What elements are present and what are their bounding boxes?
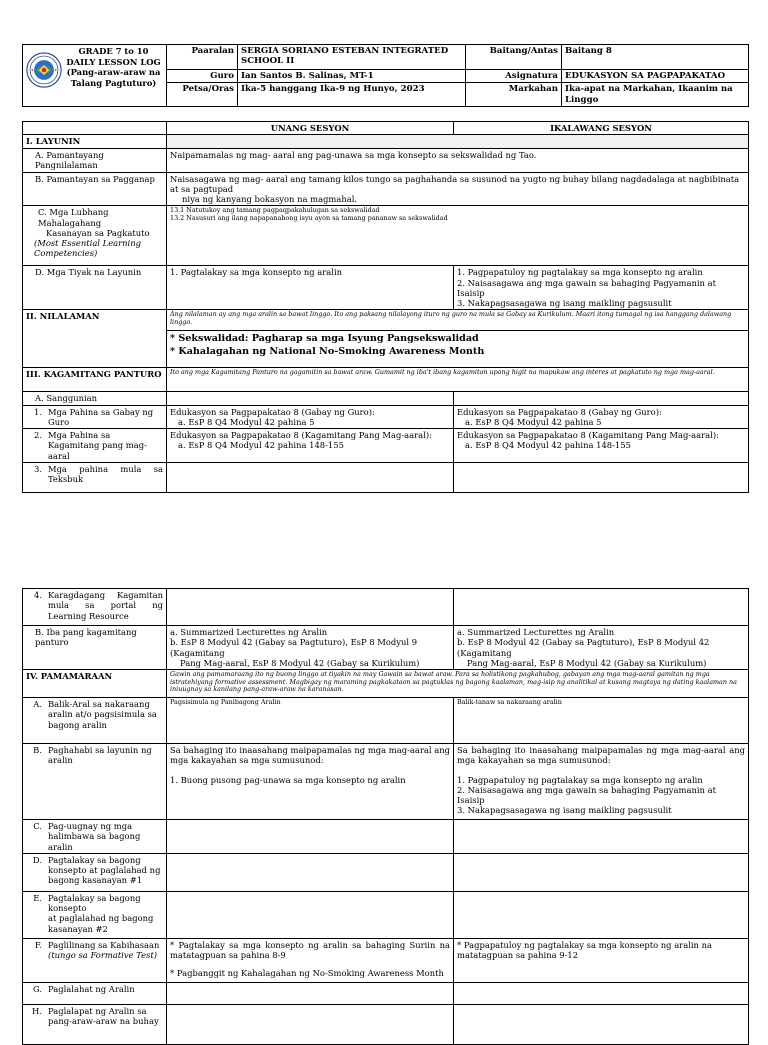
label-teksbuk: 3. Mga pahina mula sa Teksbuk (23, 463, 167, 493)
markahan-label: Markahan (466, 83, 562, 107)
petsa-label: Petsa/Oras (167, 83, 238, 107)
label-pamantayang-pangnilalaman: A. Pamantayang Pangnilalaman (23, 148, 167, 172)
label-gabay-ng-guro: 1. Mga Pahina sa Gabay ng Guro (23, 405, 167, 429)
label-sanggunian: A. Sanggunian (23, 392, 167, 405)
lesson-table-1 (22, 121, 749, 493)
header-section (22, 44, 748, 107)
label-paghahabi: B. Paghahabi sa layunin ng aralin (23, 744, 167, 820)
text-pamantayan-sa-pagganap: Naisasagawa ng mag- aaral ang tamang kilos tungo sa paghahanda sa susunod na yugto ng buhay bilang nagdadalaga at nagbibinata at sa pagtupad niya ng kanyang bokasyon na magmahal. (167, 172, 749, 206)
label-paglalahat: G. Paglalahat ng Aralin (23, 982, 167, 1004)
baitang-value: Baitang 8 (562, 45, 749, 70)
label-pagtalakay-1: D. Pagtalakay sa bagong konsepto at paglalahad ng bagong kasanayan #1 (23, 853, 167, 891)
mag-aaral-ikalawang: Edukasyon sa Pagpapakatao 8 (Kagamitang Pang Mag-aaral): a. EsP 8 Q4 Modyul 42 pahina 148-155 (454, 429, 749, 463)
gabay-ikalawang: Edukasyon sa Pagpapakatao 8 (Gabay ng Guro): a. EsP 8 Q4 Modyul 42 pahina 5 (454, 405, 749, 429)
label-iba-pang-kagamitan: B. Iba pang kagamitang panturo (23, 626, 167, 670)
paglilinang-ikalawang: * Pagpapatuloy ng pagtalakay sa mga konsepto ng aralin na matatagpuan sa pahina 9-12 (454, 938, 749, 982)
label-pagtalakay-2: E. Pagtalakay sa bagong konsepto at paglalahad ng bagong kasanayan #2 (23, 891, 167, 938)
mag-aaral-unang: Edukasyon sa Pagpapakatao 8 (Kagamitang Pang Mag-aaral): a. EsP 8 Q4 Modyul 42 pahina 148-155 (167, 429, 454, 463)
paaralan-value: SERGIA SORIANO ESTEBAN INTEGRATED SCHOOL II (238, 45, 466, 70)
title-sub-line-1: (Pang-araw-araw na (66, 67, 161, 77)
header-table (22, 44, 749, 107)
section-kagamitang-panturo: III. KAGAMITANG PANTURO (23, 368, 167, 392)
asignatura-value: EDUKASYON SA PAGPAPAKATAO (562, 70, 749, 83)
iba-pang-unang: a. Summarized Lecturettes ng Aralin b. EsP 8 Modyul 42 (Gabay sa Pagtuturo), EsP 8 Modyul 9 (Kagamitang Pang Mag-aaral, EsP 8 Modyul 42 (Gabay sa Kurikulum) (167, 626, 454, 670)
text-pamantayang-pangnilalaman: Naipamamalas ng mag- aaral ang pag-unawa sa mga konsepto sa sekswalidad ng Tao. (167, 148, 749, 172)
section-nilalaman: II. NILALAMAN (23, 310, 167, 368)
paghahabi-ikalawang: Sa bahaging ito inaasahang maipapamalas ng mga mag-aaral ang mga kakayahan sa mga sumusunod: 1. Pagpapatuloy ng pagtalakay sa mga konsepto ng aralin 2. Naisasagawa ang mga gawain sa bahaging Pagyamanin at Isaisip 3. Nakapagsasagawa ng isang maikling pagsusulit (454, 744, 749, 820)
section-pamamaraan: IV. PAMAMARAAN (23, 670, 167, 698)
asignatura-label: Asignatura (466, 70, 562, 83)
label-kagamitang-mag-aaral: 2. Mga Pahina sa Kagamitang pang mag-aaral (23, 429, 167, 463)
section-layunin: I. LAYUNIN (23, 135, 167, 148)
paglilinang-unang: * Pagtalakay sa mga konsepto ng aralin sa bahaging Suriin na matatagpuan sa pahina 8-9 * Pagbanggit ng Kahalagahan ng No-Smoking Awareness Month (167, 938, 454, 982)
text-most-essential: 13.1 Natutukoy ang tamang pagpaqpakahulugan sa sekswalidad 13.2 Nasusuri ang ilang napapanahong isyu ayon sa tamang pananaw sa sekswalidad (167, 206, 749, 266)
paaralan-label: Paaralan (167, 45, 238, 70)
tiyak-ikalawang: 1. Pagpapatuloy ng pagtalakay sa mga konsepto ng aralin 2. Naisasagawa ang mga gawain sa bahaging Pagyamanin at Isaisip 3. Nakapagsasagawa ng isang maikling pagsusulit (454, 266, 749, 310)
nilalaman-topic-2: * Kahalagahan ng National No-Smoking Awareness Month (170, 346, 485, 358)
pamamaraan-note: Gawin ang pamamaraang ito ng buong linggo at tiyakin na may Gawain sa bawat araw. Para sa holistikong pagkahubog, gabayan ang mga mag-aaral gamitan ng mga istratehiyang formative assessment. Magbigay ng maraming pagkakataon sa pagtuklas ng bagong kaalaman, mag-isip ng analitikal at kusang magtaya ng dating kaalaman na iniuugnay sa kanilang pang-araw-araw na karanasan. (167, 670, 749, 698)
lesson-table-2 (22, 588, 749, 1045)
label-learning-resource: 4. Karagdagang Kagamitan mula sa portal ng Learning Resource (23, 589, 167, 626)
kagamitan-note: Ito ang mga Kagamitang Panturo na gagamitin sa bawat araw. Gumamit ng iba't ibang kagamitan upang higit na mapukaw ang interes at pagkatuto ng mga mag-aaral. (167, 368, 749, 392)
label-pag-uugnay: C. Pag-uugnay ng mga halimbawa sa bagong aralin (23, 820, 167, 854)
main-table-page-2 (22, 588, 748, 1045)
markahan-value: Ika-apat na Markahan, Ikaanim na Linggo (562, 83, 749, 107)
guro-value: Ian Santos B. Salinas, MT-1 (238, 70, 466, 83)
nilalaman-content: Ang nilalaman ay ang mga aralin sa bawat linggo. Ito ang paksang nilalayong ituro ng guro na mula sa Gabay sa Kurikulum. Maari itong tumagal ng isa hanggang dalawang linggo. * Sekswalidad: Pagharap sa mga Isyung Pangsekswalidad * Kahalagahan ng National No-Smoking Awareness Month (167, 310, 749, 368)
label-balik-aral: A. Balik-Aral sa nakaraang aralin at/o pagsisimula sa bagong aralin (23, 698, 167, 744)
label-tiyak-na-layunin: D. Mga Tiyak na Layunin (23, 266, 167, 310)
balik-aral-unang: Pagsisimula ng Panibagong Aralin (167, 698, 454, 744)
col-ikalawang-sesyon: IKALAWANG SESYON (454, 122, 749, 135)
label-paglalapat: H. Paglalapat ng Aralin sa pang-araw-araw na buhay (23, 1004, 167, 1044)
baitang-label: Baitang/Antas (466, 45, 562, 70)
deped-seal-icon (26, 52, 62, 88)
tiyak-unang: 1. Pagtalakay sa mga konsepto ng aralin (167, 266, 454, 310)
title-sub-line-2: Talang Pagtuturo) (70, 77, 157, 88)
petsa-value: Ika-5 hanggang Ika-9 ng Hunyo, 2023 (238, 83, 466, 107)
label-most-essential: C. Mga Lubhang Mahalagahang Kasanayan sa Pagkatuto (Most Essential Learning Competencies) (23, 206, 167, 266)
daily-lesson-log-title: DAILY LESSON LOG (66, 56, 161, 67)
grade-range: GRADE 7 to 10 (78, 46, 149, 56)
col-unang-sesyon: UNANG SESYON (167, 122, 454, 135)
iba-pang-ikalawang: a. Summarized Lecturettes ng Aralin b. EsP 8 Modyul 42 (Gabay sa Pagtuturo), EsP 8 Modyul 42 (Kagamitang Pang Mag-aaral, EsP 8 Modyul 42 (Gabay sa Kurikulum) (454, 626, 749, 670)
guro-label: Guro (167, 70, 238, 83)
gabay-unang: Edukasyon sa Pagpapakatao 8 (Gabay ng Guro): a. EsP 8 Q4 Modyul 42 pahina 5 (167, 405, 454, 429)
main-table-page-1 (22, 121, 748, 493)
nilalaman-topic-1: * Sekswalidad: Pagharap sa mga Isyung Pangsekswalidad (170, 333, 479, 345)
dll-title-cell (23, 45, 167, 107)
label-paglilinang: F. Paglilinang sa Kabihasaan (tungo sa Formative Test) (23, 938, 167, 982)
balik-aral-ikalawang: Balik-tanaw sa nakaraang aralin (454, 698, 749, 744)
label-pamantayan-sa-pagganap: B. Pamantayan sa Pagganap (23, 172, 167, 206)
paghahabi-unang: Sa bahaging ito inaasahang maipapamalas ng mga mag-aaral ang mga kakayahan sa mga sumusunod: 1. Buong pusong pag-unawa sa mga konsepto ng aralin (167, 744, 454, 820)
